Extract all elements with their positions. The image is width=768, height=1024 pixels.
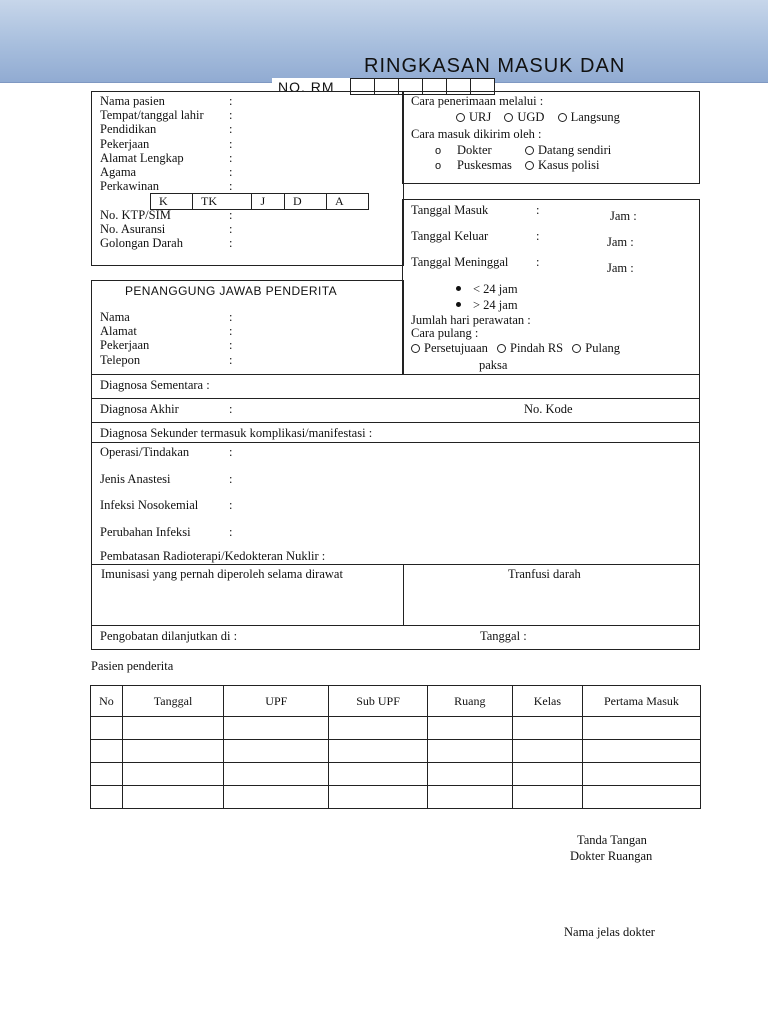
column-header: No xyxy=(91,686,123,717)
signature-line1: Tanda Tangan xyxy=(577,833,647,847)
sent-option-polisi[interactable] xyxy=(525,158,599,172)
marital-option[interactable]: A xyxy=(326,194,368,210)
pulang-paksa-wrap: paksa xyxy=(479,358,508,372)
table-cell[interactable] xyxy=(224,763,329,786)
field-colon: : xyxy=(229,208,233,222)
cara-pulang-label: Cara pulang : xyxy=(411,326,479,340)
column-header: Kelas xyxy=(512,686,582,717)
jam-label: Jam : xyxy=(607,261,634,275)
option-label: UGD xyxy=(517,110,545,124)
field-colon: : xyxy=(229,136,233,151)
field-label: Operasi/Tindakan xyxy=(100,445,190,459)
field-colon: : xyxy=(229,338,233,353)
admission-sent-label: Cara masuk dikirim oleh : xyxy=(411,127,542,141)
pulang-option-pindah[interactable] xyxy=(497,341,563,355)
marital-option[interactable]: K xyxy=(151,194,193,210)
cara-pulang-options xyxy=(411,341,620,355)
patient-fields xyxy=(100,94,233,194)
field-label: Golongan Darah xyxy=(100,236,183,251)
field-label: Tanggal Meninggal xyxy=(411,255,509,269)
field-colon: : xyxy=(229,352,233,367)
marital-option[interactable]: D xyxy=(284,194,326,210)
field-label: Pendidikan xyxy=(100,122,157,137)
table-cell[interactable] xyxy=(329,717,427,740)
field-label: Perkawinan xyxy=(100,179,160,194)
radioterapi-label: Pembatasan Radioterapi/Kedokteran Nuklir : xyxy=(100,549,326,563)
field-colon: : xyxy=(229,471,233,486)
tanggal-keluar-row xyxy=(411,229,691,249)
tanggal-masuk-row xyxy=(411,203,691,223)
table-cell[interactable] xyxy=(427,786,512,809)
table-cell[interactable] xyxy=(582,717,700,740)
procedures-fields xyxy=(100,445,233,551)
sent-option-label: Puskesmas xyxy=(457,158,512,172)
doctor-name-label: Nama jelas dokter xyxy=(564,925,655,939)
field-row xyxy=(100,222,233,237)
field-colon: : xyxy=(536,229,540,243)
field-label: Telepon xyxy=(100,352,141,367)
table-cell[interactable] xyxy=(512,786,582,809)
field-row xyxy=(100,150,233,165)
diagnosa-sementara-label: Diagnosa Sementara : xyxy=(100,378,210,392)
field-row xyxy=(100,352,233,367)
table-cell[interactable] xyxy=(427,740,512,763)
field-label: Tempat/tanggal lahir xyxy=(100,108,204,123)
column-header: Pertama Masuk xyxy=(582,686,700,717)
table-cell[interactable] xyxy=(122,740,223,763)
field-colon: : xyxy=(229,222,233,237)
transfusion-label: Tranfusi darah xyxy=(508,567,581,581)
table-cell[interactable] xyxy=(91,740,123,763)
option-label: > 24 jam xyxy=(473,298,518,312)
field-colon: : xyxy=(536,203,540,217)
table-header-row xyxy=(91,686,701,717)
death-under-24 xyxy=(456,282,518,296)
table-cell[interactable] xyxy=(224,786,329,809)
sent-option-datang[interactable] xyxy=(525,143,611,157)
column-header: Tanggal xyxy=(122,686,223,717)
pulang-option-persetujuan[interactable] xyxy=(411,341,488,355)
table-cell[interactable] xyxy=(582,763,700,786)
diagnosa-akhir-colon: : xyxy=(229,402,233,416)
via-option-langsung[interactable] xyxy=(558,110,620,124)
guardian-title: PENANGGUNG JAWAB PENDERITA xyxy=(125,284,337,298)
table-row xyxy=(91,717,701,740)
field-row xyxy=(100,122,233,137)
field-colon: : xyxy=(229,94,233,108)
field-row xyxy=(100,524,233,552)
death-over-24 xyxy=(456,298,518,312)
table-cell[interactable] xyxy=(91,786,123,809)
table-cell[interactable] xyxy=(427,717,512,740)
field-row xyxy=(100,445,233,472)
table-cell[interactable] xyxy=(122,763,223,786)
field-colon: : xyxy=(229,310,233,324)
field-label: Pekerjaan xyxy=(100,136,150,151)
option-label: < 24 jam xyxy=(473,282,518,296)
field-label: No. KTP/SIM xyxy=(100,208,171,222)
field-row xyxy=(100,498,233,525)
field-colon: : xyxy=(536,255,540,269)
field-label: Tanggal Keluar xyxy=(411,229,489,243)
page-title: RINGKASAN MASUK DAN xyxy=(364,55,626,77)
field-label: No. Asuransi xyxy=(100,222,166,237)
column-header: UPF xyxy=(224,686,329,717)
via-option-urj[interactable] xyxy=(456,110,491,124)
option-label: URJ xyxy=(469,110,492,124)
field-row xyxy=(100,94,233,108)
no-rm-label: NO. RM xyxy=(272,78,350,96)
jam-label: Jam : xyxy=(610,209,637,223)
admission-via-label: Cara penerimaan melalui : xyxy=(411,94,544,108)
via-option-ugd[interactable] xyxy=(504,110,544,124)
sent-row-2 xyxy=(435,158,600,173)
field-label: Agama xyxy=(100,164,137,179)
field-colon: : xyxy=(229,445,233,459)
field-colon: : xyxy=(229,122,233,137)
field-row xyxy=(100,136,233,151)
diagnosa-akhir-label: Diagnosa Akhir xyxy=(100,402,179,416)
history-caption: Pasien penderita xyxy=(91,659,174,673)
field-row xyxy=(100,471,233,499)
table-cell[interactable] xyxy=(224,740,329,763)
field-colon: : xyxy=(229,324,233,339)
tanggal-label: Tanggal : xyxy=(480,629,527,643)
field-colon: : xyxy=(229,236,233,251)
immunization-label: Imunisasi yang pernah diperoleh selama dirawat xyxy=(101,567,343,581)
field-colon: : xyxy=(229,524,233,539)
option-label: Datang sendiri xyxy=(538,143,612,157)
radio-icon[interactable] xyxy=(525,146,534,155)
history-table xyxy=(90,685,701,809)
patient-fields-2 xyxy=(100,208,233,251)
no-kode-label: No. Kode xyxy=(524,402,573,416)
table-cell[interactable] xyxy=(512,740,582,763)
field-row xyxy=(100,236,233,251)
field-row xyxy=(100,108,233,123)
option-label: Langsung xyxy=(570,110,620,124)
field-row xyxy=(100,324,233,339)
bullet-icon xyxy=(456,302,461,307)
field-row xyxy=(100,338,233,353)
table-cell[interactable] xyxy=(582,740,700,763)
table-row xyxy=(91,763,701,786)
field-label: Tanggal Masuk xyxy=(411,203,489,217)
table-cell[interactable] xyxy=(512,717,582,740)
column-header: Sub UPF xyxy=(329,686,427,717)
radio-icon[interactable] xyxy=(504,113,513,122)
table-cell[interactable] xyxy=(224,717,329,740)
radio-icon[interactable] xyxy=(572,344,581,353)
radio-icon[interactable] xyxy=(525,161,534,170)
sent-option-label: Dokter xyxy=(457,143,492,157)
admission-via-options xyxy=(456,110,620,124)
radio-icon[interactable] xyxy=(497,344,506,353)
field-colon: : xyxy=(229,498,233,513)
radio-icon[interactable] xyxy=(558,113,567,122)
field-label: Infeksi Nosokemial xyxy=(100,498,199,513)
radio-icon[interactable] xyxy=(411,344,420,353)
guardian-fields xyxy=(100,310,233,367)
field-label: Jenis Anastesi xyxy=(100,471,171,486)
table-row xyxy=(91,740,701,763)
option-label: Persetujuaan xyxy=(424,341,488,355)
table-cell[interactable] xyxy=(427,763,512,786)
signature-line2: Dokter Ruangan xyxy=(570,849,653,863)
field-row xyxy=(100,179,233,194)
option-label: Kasus polisi xyxy=(538,158,600,172)
radio-icon[interactable] xyxy=(456,113,465,122)
bullet-icon: o xyxy=(435,160,442,172)
table-cell[interactable] xyxy=(329,740,427,763)
field-colon: : xyxy=(229,179,233,194)
field-label: Alamat Lengkap xyxy=(100,150,184,165)
option-label: Pulang xyxy=(585,341,620,355)
bullet-icon xyxy=(456,286,461,291)
table-cell[interactable] xyxy=(91,717,123,740)
field-label: Nama pasien xyxy=(100,94,165,108)
diagnosa-sekunder-label: Diagnosa Sekunder termasuk komplikasi/manifestasi : xyxy=(100,426,373,440)
field-label: Alamat xyxy=(100,324,137,339)
field-colon: : xyxy=(229,164,233,179)
tanggal-meninggal-row xyxy=(411,255,691,275)
table-cell[interactable] xyxy=(582,786,700,809)
column-header: Ruang xyxy=(427,686,512,717)
marital-option[interactable]: J xyxy=(252,194,285,210)
field-row xyxy=(100,310,233,324)
table-cell[interactable] xyxy=(91,763,123,786)
bullet-icon: o xyxy=(435,145,442,157)
table-cell[interactable] xyxy=(512,763,582,786)
table-row xyxy=(91,786,701,809)
sent-row-1 xyxy=(435,143,612,158)
field-label: Nama xyxy=(100,310,130,324)
jumlah-hari-label: Jumlah hari perawatan : xyxy=(411,313,531,327)
pengobatan-label: Pengobatan dilanjutkan di : xyxy=(100,629,238,643)
table-cell[interactable] xyxy=(122,786,223,809)
field-colon: : xyxy=(229,150,233,165)
field-row xyxy=(100,164,233,179)
marital-option[interactable]: TK xyxy=(193,194,252,210)
table-cell[interactable] xyxy=(329,763,427,786)
jam-label: Jam : xyxy=(607,235,634,249)
option-label: Pindah RS xyxy=(510,341,564,355)
field-label: Pekerjaan xyxy=(100,338,150,353)
pulang-option-pulang[interactable] xyxy=(572,341,620,355)
field-colon: : xyxy=(229,108,233,123)
table-cell[interactable] xyxy=(122,717,223,740)
field-row xyxy=(100,208,233,222)
table-cell[interactable] xyxy=(329,786,427,809)
diagnosa-akhir-row xyxy=(91,398,700,423)
field-label: Perubahan Infeksi xyxy=(100,524,191,539)
